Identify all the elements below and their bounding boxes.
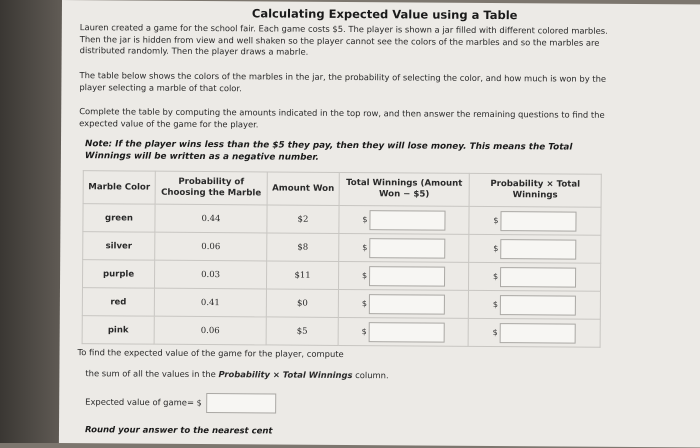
worksheet [59, 0, 700, 448]
probability-times-total-input[interactable] [500, 323, 576, 344]
expected-value-input[interactable] [206, 393, 276, 413]
probability-value: 0.06 [154, 316, 266, 345]
amount-won-value: $11 [266, 261, 338, 290]
marble-color: green [83, 204, 155, 233]
instructions: Complete the table by computing the amounts indicated in the top row, and then answer the remaining questions to find the expected value of the game for the player. [79, 106, 605, 129]
sum-column-name: Probability × Total Winnings [218, 369, 353, 381]
sum-suffix: column. [355, 370, 389, 381]
expected-value-table [82, 170, 602, 348]
sum-instruction [85, 368, 605, 382]
probability-times-total-input[interactable] [500, 267, 576, 288]
total-winnings-input[interactable] [369, 210, 445, 231]
amount-won-value: $0 [266, 289, 338, 318]
amount-won-value: $5 [266, 317, 338, 346]
total-winnings-input[interactable] [369, 266, 445, 287]
amount-won-value: $8 [267, 233, 339, 262]
probability-times-total-input[interactable] [500, 239, 576, 260]
rounding-note: Round your answer to the nearest cent [84, 425, 273, 437]
dollar-sign: $ [196, 398, 202, 408]
table-row [82, 260, 600, 292]
total-winnings-input[interactable] [369, 294, 445, 315]
intro-paragraph: Lauren created a game for the school fair. Each game costs $5. The player is shown a jar filled with different colored marbles. Then the jar is hidden from view and well shaken so the player cannot see the colors of the marbles and so the marbles are distributed randomly. Then the player draws a mabrle. [79, 22, 608, 57]
table-row [83, 204, 601, 236]
total-winnings-input[interactable] [369, 238, 445, 259]
dollar-sign: $ [493, 244, 499, 254]
header-marble-color: Marble Color [83, 171, 155, 205]
sum-prefix: the sum of all the values in the [85, 368, 216, 380]
header-probability: Probability of Choosing the Marble [155, 171, 267, 205]
note: Note: If the player wins less than the $5 they pay, then they will lose money. This means the Total Winnings will be written as a negative number. [84, 139, 573, 163]
marble-color: red [82, 288, 154, 317]
header-probability-times-total: Probability × Total Winnings [469, 173, 601, 207]
dollar-sign: $ [492, 328, 498, 338]
table-row [83, 232, 601, 264]
page-title: Calculating Expected Value using a Table [251, 6, 518, 23]
header-amount-won: Amount Won [267, 172, 339, 206]
marble-color: pink [82, 316, 154, 345]
probability-times-total-input[interactable] [500, 211, 576, 232]
dollar-sign: $ [492, 300, 498, 310]
dollar-sign: $ [493, 272, 499, 282]
probability-value: 0.41 [154, 288, 266, 317]
probability-value: 0.44 [155, 204, 267, 233]
marble-color: purple [82, 260, 154, 289]
amount-won-value: $2 [267, 205, 339, 234]
probability-value: 0.03 [154, 260, 266, 289]
marble-color: silver [83, 232, 155, 261]
probability-times-total-input[interactable] [500, 295, 576, 316]
dollar-sign: $ [362, 271, 368, 281]
dollar-sign: $ [493, 216, 499, 226]
total-winnings-input[interactable] [369, 322, 445, 343]
table-row [82, 288, 600, 320]
table-description: The table below shows the colors of the marbles in the jar, the probability of selecting the color, and how much is won by the player selecting a marble of that color. [79, 70, 607, 93]
compute-instruction: To find the expected value of the game for the player, compute [77, 347, 344, 359]
expected-value-label: Expected value of game= [85, 396, 195, 408]
probability-value: 0.06 [155, 232, 267, 261]
dollar-sign: $ [361, 327, 367, 337]
table-header-row [83, 171, 601, 208]
dollar-sign: $ [361, 299, 367, 309]
dollar-sign: $ [362, 215, 368, 225]
dollar-sign: $ [362, 243, 368, 253]
header-total-winnings: Total Winnings (Amount Won − $5) [339, 172, 469, 206]
table-row [82, 316, 600, 348]
expected-value-row [85, 392, 605, 416]
